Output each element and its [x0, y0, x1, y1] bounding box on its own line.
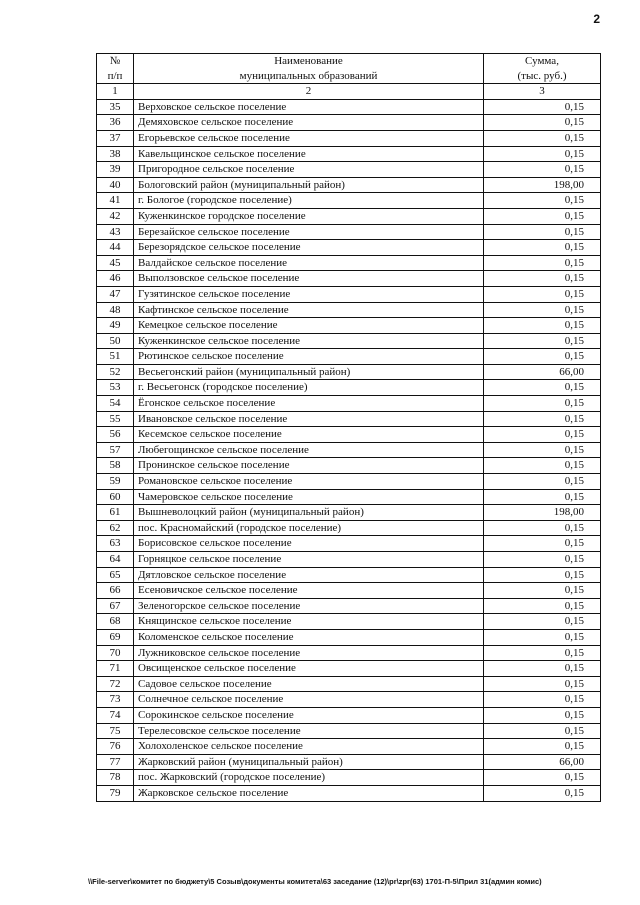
row-name: Бологовский район (муниципальный район)	[134, 177, 484, 193]
row-sum: 0,15	[484, 629, 601, 645]
row-sum: 0,15	[484, 520, 601, 536]
row-number: 54	[97, 396, 134, 412]
row-number: 65	[97, 567, 134, 583]
row-number: 71	[97, 661, 134, 677]
row-name: Вышневолоцкий район (муниципальный район)	[134, 505, 484, 521]
table-row	[97, 396, 601, 412]
row-number: 47	[97, 286, 134, 302]
row-name: Овсищенское сельское поселение	[134, 661, 484, 677]
row-name: Демяховское сельское поселение	[134, 115, 484, 131]
row-number: 48	[97, 302, 134, 318]
row-sum: 0,15	[484, 427, 601, 443]
table-row	[97, 614, 601, 630]
page-number: 2	[593, 12, 600, 26]
row-name: Кемецкое сельское поселение	[134, 318, 484, 334]
row-name: Коломенское сельское поселение	[134, 629, 484, 645]
header-number-line2: п/п	[107, 69, 123, 82]
row-sum: 0,15	[484, 162, 601, 178]
row-number: 45	[97, 255, 134, 271]
row-sum: 0,15	[484, 442, 601, 458]
row-name: Садовое сельское поселение	[134, 676, 484, 692]
table-row	[97, 302, 601, 318]
table-row	[97, 162, 601, 178]
table-row	[97, 271, 601, 287]
row-sum: 0,15	[484, 271, 601, 287]
row-number: 59	[97, 474, 134, 490]
row-sum: 0,15	[484, 739, 601, 755]
table-row	[97, 629, 601, 645]
row-name: Терелесовское сельское поселение	[134, 723, 484, 739]
row-sum: 0,15	[484, 598, 601, 614]
row-name: пос. Красномайский (городское поселение)	[134, 520, 484, 536]
row-name: Березорядское сельское поселение	[134, 240, 484, 256]
table-row	[97, 380, 601, 396]
table-row	[97, 552, 601, 568]
row-number: 62	[97, 520, 134, 536]
row-name: Любегощинское сельское поселение	[134, 442, 484, 458]
table-row	[97, 754, 601, 770]
table-row	[97, 364, 601, 380]
row-sum: 66,00	[484, 364, 601, 380]
table-row	[97, 536, 601, 552]
row-number: 60	[97, 489, 134, 505]
row-name: Пронинское сельское поселение	[134, 458, 484, 474]
row-name: Куженкинское сельское поселение	[134, 333, 484, 349]
table-row	[97, 676, 601, 692]
row-sum: 0,15	[484, 146, 601, 162]
row-number: 35	[97, 99, 134, 115]
column-number-3: 3	[484, 84, 601, 100]
row-sum: 0,15	[484, 208, 601, 224]
table-row	[97, 286, 601, 302]
table-body	[97, 99, 601, 801]
row-number: 74	[97, 707, 134, 723]
row-name: Романовское сельское поселение	[134, 474, 484, 490]
row-sum: 0,15	[484, 302, 601, 318]
row-sum: 0,15	[484, 349, 601, 365]
table-row	[97, 770, 601, 786]
header-name-line2: муниципальных образований	[239, 69, 378, 82]
row-name: Горняцкое сельское поселение	[134, 552, 484, 568]
table-row	[97, 146, 601, 162]
header-sum	[484, 54, 601, 84]
row-name: Верховское сельское поселение	[134, 99, 484, 115]
table-row	[97, 442, 601, 458]
row-sum: 0,15	[484, 255, 601, 271]
row-sum: 0,15	[484, 536, 601, 552]
table-row	[97, 224, 601, 240]
table-row	[97, 505, 601, 521]
row-name: Жарковское сельское поселение	[134, 785, 484, 801]
row-name: Кесемское сельское поселение	[134, 427, 484, 443]
row-sum: 0,15	[484, 411, 601, 427]
table-row	[97, 427, 601, 443]
row-sum: 0,15	[484, 676, 601, 692]
row-sum: 0,15	[484, 474, 601, 490]
header-sum-line2: (тыс. руб.)	[517, 69, 567, 82]
table-header-row	[97, 54, 601, 84]
row-name: Гузятинское сельское поселение	[134, 286, 484, 302]
table-row	[97, 520, 601, 536]
row-name: Выползовское сельское поселение	[134, 271, 484, 287]
row-number: 63	[97, 536, 134, 552]
row-sum: 0,15	[484, 130, 601, 146]
row-name: Кафтинское сельское поселение	[134, 302, 484, 318]
row-sum: 0,15	[484, 785, 601, 801]
row-sum: 0,15	[484, 692, 601, 708]
row-name: Жарковский район (муниципальный район)	[134, 754, 484, 770]
row-number: 70	[97, 645, 134, 661]
row-name: Солнечное сельское поселение	[134, 692, 484, 708]
row-number: 42	[97, 208, 134, 224]
row-sum: 198,00	[484, 177, 601, 193]
row-number: 43	[97, 224, 134, 240]
row-name: Ёгонское сельское поселение	[134, 396, 484, 412]
row-number: 51	[97, 349, 134, 365]
row-number: 79	[97, 785, 134, 801]
table-row	[97, 130, 601, 146]
table-row	[97, 739, 601, 755]
row-number: 77	[97, 754, 134, 770]
row-sum: 66,00	[484, 754, 601, 770]
row-number: 61	[97, 505, 134, 521]
table-row	[97, 193, 601, 209]
row-sum: 0,15	[484, 396, 601, 412]
table-row	[97, 177, 601, 193]
table-row	[97, 567, 601, 583]
row-name: Борисовское сельское поселение	[134, 536, 484, 552]
row-number: 53	[97, 380, 134, 396]
row-sum: 0,15	[484, 333, 601, 349]
table-row	[97, 692, 601, 708]
row-sum: 198,00	[484, 505, 601, 521]
row-sum: 0,15	[484, 224, 601, 240]
row-name: Княщинское сельское поселение	[134, 614, 484, 630]
table-row	[97, 785, 601, 801]
row-name: г. Бологое (городское поселение)	[134, 193, 484, 209]
row-name: Валдайское сельское поселение	[134, 255, 484, 271]
table-row	[97, 583, 601, 599]
row-number: 66	[97, 583, 134, 599]
table-row	[97, 411, 601, 427]
column-number-1: 1	[97, 84, 134, 100]
row-sum: 0,15	[484, 380, 601, 396]
row-number: 78	[97, 770, 134, 786]
row-number: 55	[97, 411, 134, 427]
table-row	[97, 240, 601, 256]
table-row	[97, 255, 601, 271]
row-number: 73	[97, 692, 134, 708]
row-sum: 0,15	[484, 614, 601, 630]
row-name: Дятловское сельское поселение	[134, 567, 484, 583]
row-name: Зеленогорское сельское поселение	[134, 598, 484, 614]
row-number: 52	[97, 364, 134, 380]
row-number: 68	[97, 614, 134, 630]
row-name: Лужниковское сельское поселение	[134, 645, 484, 661]
row-sum: 0,15	[484, 99, 601, 115]
row-sum: 0,15	[484, 458, 601, 474]
row-name: Весьегонский район (муниципальный район)	[134, 364, 484, 380]
header-sum-line1: Сумма,	[525, 55, 559, 67]
row-name: Чамеровское сельское поселение	[134, 489, 484, 505]
column-number-2: 2	[134, 84, 484, 100]
row-number: 75	[97, 723, 134, 739]
row-number: 39	[97, 162, 134, 178]
column-number-row	[97, 84, 601, 100]
table-row	[97, 723, 601, 739]
row-name: Егорьевское сельское поселение	[134, 130, 484, 146]
header-name-line1: Наименование	[274, 55, 343, 67]
table-row	[97, 474, 601, 490]
row-sum: 0,15	[484, 645, 601, 661]
row-name: Рютинское сельское поселение	[134, 349, 484, 365]
table-row	[97, 645, 601, 661]
row-number: 56	[97, 427, 134, 443]
table-row	[97, 458, 601, 474]
row-name: г. Весьегонск (городское поселение)	[134, 380, 484, 396]
row-sum: 0,15	[484, 567, 601, 583]
table-row	[97, 115, 601, 131]
table-row	[97, 598, 601, 614]
row-sum: 0,15	[484, 583, 601, 599]
row-number: 58	[97, 458, 134, 474]
row-number: 41	[97, 193, 134, 209]
row-name: пос. Жарковский (городское поселение)	[134, 770, 484, 786]
table-row	[97, 333, 601, 349]
row-number: 46	[97, 271, 134, 287]
row-number: 38	[97, 146, 134, 162]
row-number: 49	[97, 318, 134, 334]
header-number-line1: №	[109, 55, 121, 67]
row-sum: 0,15	[484, 552, 601, 568]
row-sum: 0,15	[484, 723, 601, 739]
row-name: Есеновичское сельское поселение	[134, 583, 484, 599]
row-number: 76	[97, 739, 134, 755]
row-number: 36	[97, 115, 134, 131]
header-name	[134, 54, 484, 84]
row-sum: 0,15	[484, 770, 601, 786]
row-number: 40	[97, 177, 134, 193]
row-sum: 0,15	[484, 286, 601, 302]
row-number: 44	[97, 240, 134, 256]
row-sum: 0,15	[484, 707, 601, 723]
row-number: 69	[97, 629, 134, 645]
row-name: Березайское сельское поселение	[134, 224, 484, 240]
footer-file-path: \\File-server\комитет по бюджету\5 Созыв\документы комитета\63 заседание (12)\pr\zpr(63) 1701-П-5\Прил 31(админ комис)	[88, 877, 542, 886]
header-number	[97, 54, 134, 84]
row-number: 50	[97, 333, 134, 349]
row-name: Пригородное сельское поселение	[134, 162, 484, 178]
row-number: 57	[97, 442, 134, 458]
row-number: 64	[97, 552, 134, 568]
row-sum: 0,15	[484, 115, 601, 131]
row-sum: 0,15	[484, 489, 601, 505]
row-name: Кавельщинское сельское поселение	[134, 146, 484, 162]
municipalities-table	[96, 53, 601, 802]
row-sum: 0,15	[484, 318, 601, 334]
row-name: Холохоленское сельское поселение	[134, 739, 484, 755]
row-name: Куженкинское городское поселение	[134, 208, 484, 224]
table-row	[97, 707, 601, 723]
table-row	[97, 99, 601, 115]
row-number: 72	[97, 676, 134, 692]
row-sum: 0,15	[484, 193, 601, 209]
row-sum: 0,15	[484, 240, 601, 256]
table-row	[97, 318, 601, 334]
table-row	[97, 208, 601, 224]
row-number: 67	[97, 598, 134, 614]
row-number: 37	[97, 130, 134, 146]
table-row	[97, 661, 601, 677]
row-name: Сорокинское сельское поселение	[134, 707, 484, 723]
table-row	[97, 489, 601, 505]
row-sum: 0,15	[484, 661, 601, 677]
row-name: Ивановское сельское поселение	[134, 411, 484, 427]
table-row	[97, 349, 601, 365]
